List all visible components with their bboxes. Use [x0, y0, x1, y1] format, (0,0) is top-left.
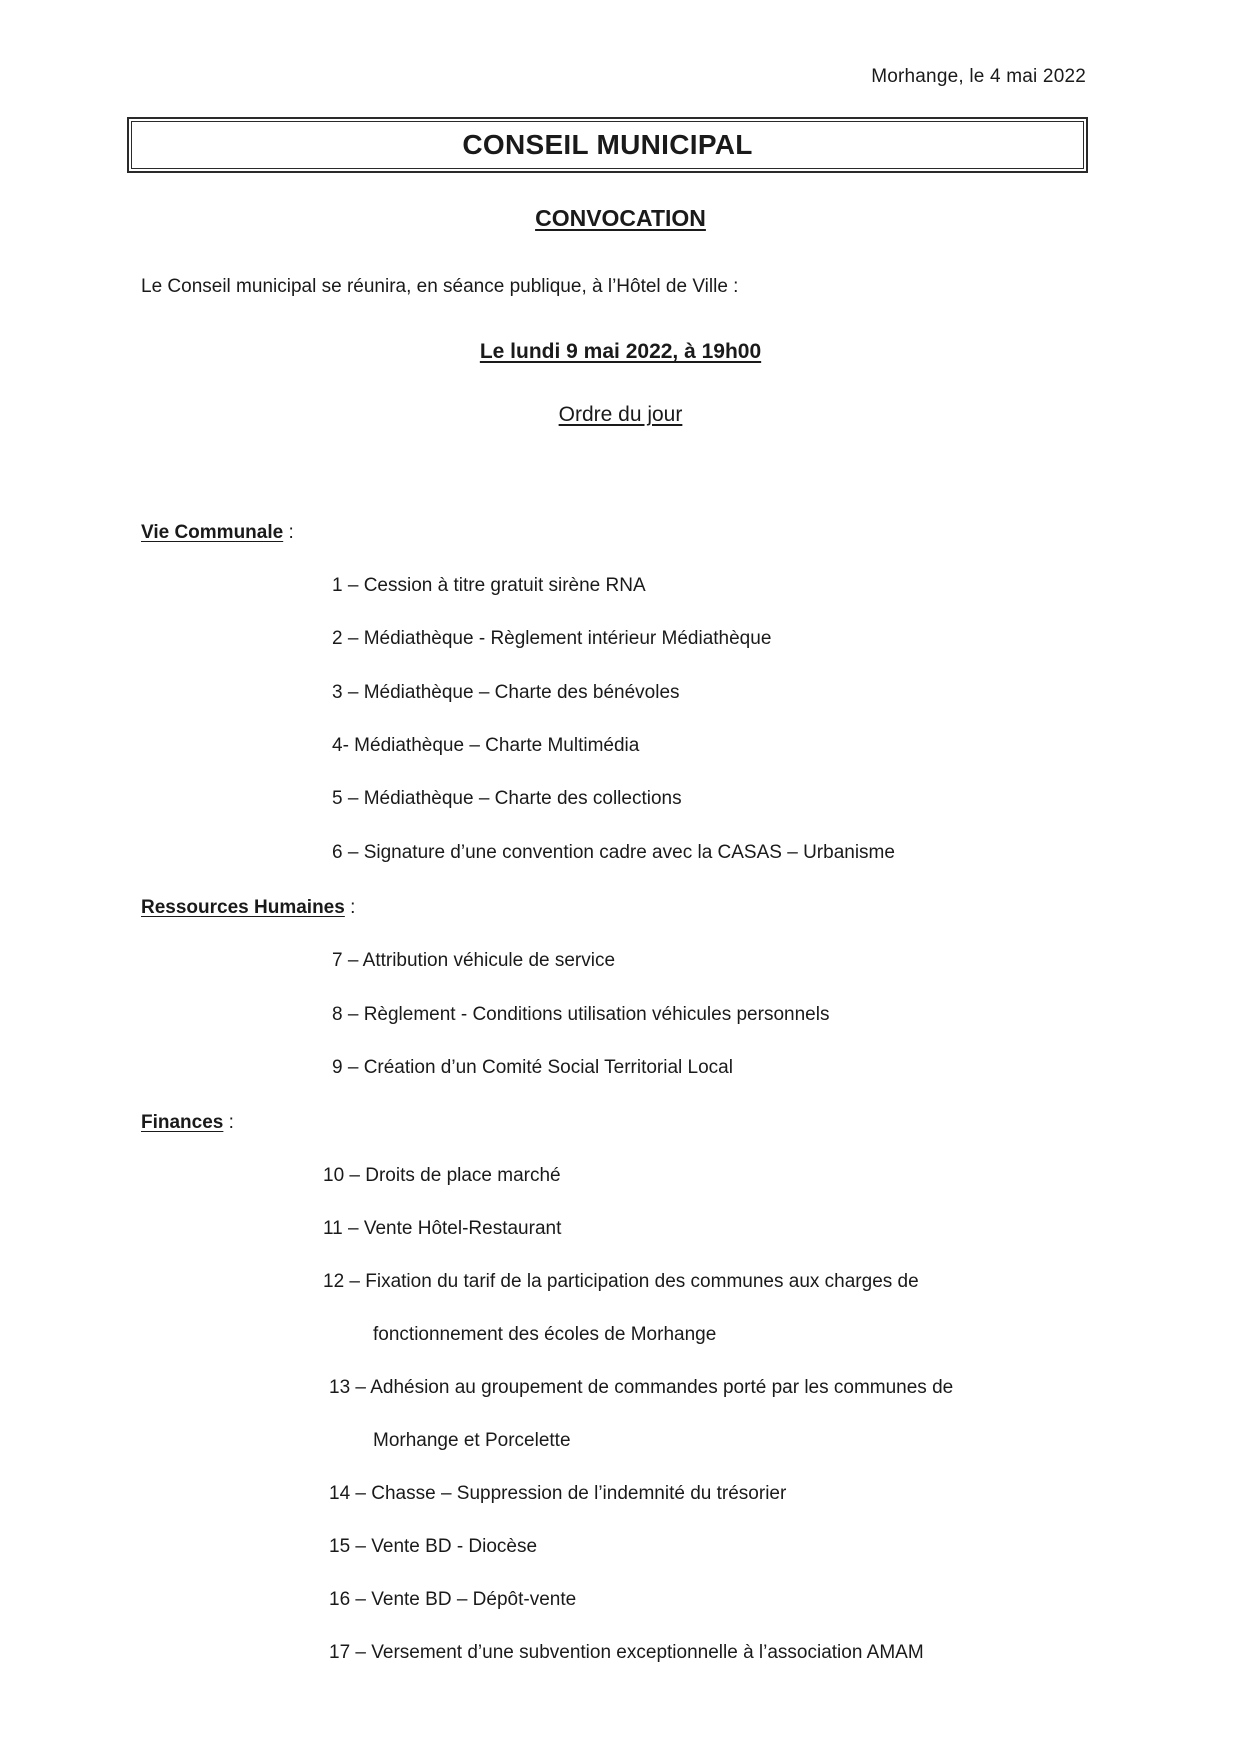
- section-title-suffix: :: [344, 897, 356, 918]
- agenda-item-16: 16 – Vente BD – Dépôt-vente: [329, 1589, 577, 1610]
- agenda-item-14: 14 – Chasse – Suppression de l’indemnité du trésorier: [329, 1483, 787, 1504]
- agenda-item-11: 11 – Vente Hôtel-Restaurant: [323, 1218, 562, 1239]
- convocation-label: CONVOCATION: [535, 205, 706, 231]
- agenda-item-4: 4- Médiathèque – Charte Multimédia: [332, 735, 640, 756]
- agenda-item-6: 6 – Signature d’une convention cadre avec la CASAS – Urbanisme: [332, 842, 895, 863]
- section-title-ressources-humaines: [141, 897, 355, 919]
- agenda-item-2: 2 – Médiathèque - Règlement intérieur Médiathèque: [332, 628, 772, 649]
- agenda-item-13-continued: Morhange et Porcelette: [373, 1430, 571, 1451]
- agenda-item-3: 3 – Médiathèque – Charte des bénévoles: [332, 682, 680, 703]
- section-title-vie-communale: [141, 522, 294, 544]
- agenda-item-8: 8 – Règlement - Conditions utilisation véhicules personnels: [332, 1004, 830, 1025]
- agenda-item-13: 13 – Adhésion au groupement de commandes porté par les communes de: [329, 1377, 954, 1398]
- section-title-finances: [141, 1112, 234, 1134]
- agenda-item-17: 17 – Versement d’une subvention exceptionnelle à l’association AMAM: [329, 1642, 924, 1663]
- agenda-item-1: 1 – Cession à titre gratuit sirène RNA: [332, 575, 646, 596]
- section-title-label: Finances: [141, 1112, 224, 1133]
- agenda-item-5: 5 – Médiathèque – Charte des collections: [332, 788, 682, 809]
- agenda-item-15: 15 – Vente BD - Diocèse: [329, 1536, 538, 1557]
- agenda-item-12: 12 – Fixation du tarif de la participation des communes aux charges de: [323, 1271, 919, 1292]
- document-date: Morhange, le 4 mai 2022: [871, 66, 1086, 87]
- meeting-date-label: Le lundi 9 mai 2022, à 19h00: [479, 340, 762, 363]
- section-title-suffix: :: [283, 522, 294, 543]
- document-title: CONSEIL MUNICIPAL: [462, 129, 753, 160]
- agenda-label: Ordre du jour: [558, 403, 683, 426]
- section-title-suffix: :: [223, 1112, 234, 1133]
- section-title-label: Ressources Humaines: [141, 897, 345, 918]
- agenda-item-7: 7 – Attribution véhicule de service: [332, 950, 616, 971]
- intro-text: Le Conseil municipal se réunira, en séance publique, à l’Hôtel de Ville :: [141, 276, 739, 297]
- meeting-date: [0, 340, 1241, 364]
- agenda-item-10: 10 – Droits de place marché: [323, 1165, 561, 1186]
- agenda-item-9: 9 – Création d’un Comité Social Territorial Local: [332, 1057, 733, 1078]
- agenda-heading: [0, 403, 1241, 427]
- agenda-item-12-continued: fonctionnement des écoles de Morhange: [373, 1324, 717, 1345]
- title-box: [127, 117, 1088, 173]
- convocation-heading: [0, 205, 1241, 232]
- section-title-label: Vie Communale: [141, 522, 284, 543]
